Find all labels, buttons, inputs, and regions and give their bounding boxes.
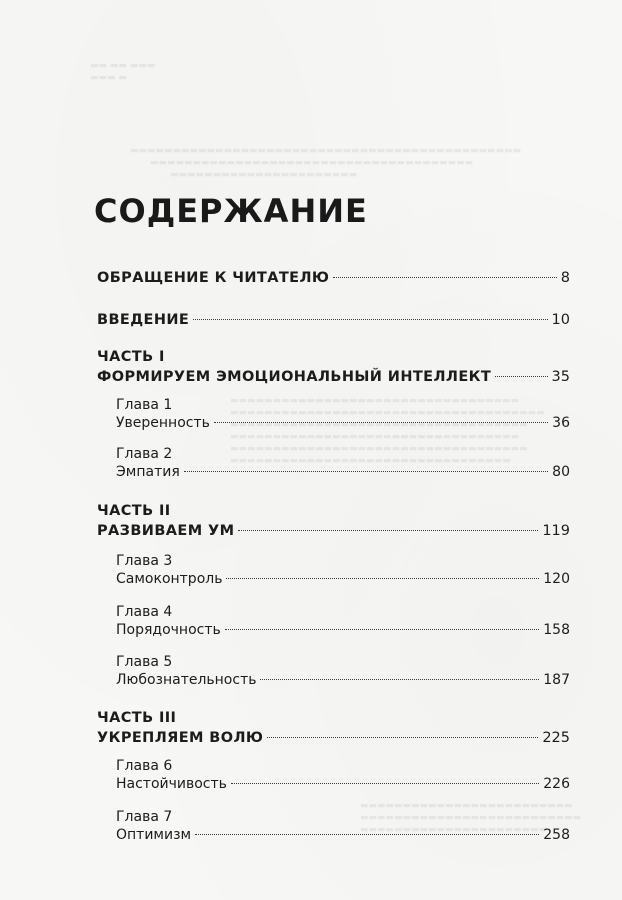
toc-part-1 <box>97 367 570 387</box>
part-heading: ЧАСТЬ I <box>97 349 165 365</box>
toc-page-number: 10 <box>551 312 570 328</box>
chapter-number: Глава 1 <box>116 397 173 413</box>
dot-leader <box>184 471 548 472</box>
dot-leader <box>226 578 539 579</box>
chapter-number: Глава 5 <box>116 654 173 670</box>
toc-chapter-1 <box>116 413 570 433</box>
toc-part-3 <box>97 728 570 748</box>
part-heading: ЧАСТЬ II <box>97 503 171 519</box>
toc-page-number: 226 <box>543 776 570 792</box>
dot-leader <box>238 530 538 531</box>
dot-leader <box>267 737 538 738</box>
chapter-number: Глава 7 <box>116 809 173 825</box>
dot-leader <box>195 834 539 835</box>
chapter-title: Уверенность <box>116 415 210 431</box>
dot-leader <box>333 277 556 278</box>
part-heading: ЧАСТЬ III <box>97 710 177 726</box>
bleed-through-texture: ▬▬ ▬▬ ▬▬▬ ▬▬▬ ▬ <box>90 61 156 83</box>
page-title: СОДЕРЖАНИЕ <box>94 192 368 230</box>
toc-entry-reader-address <box>97 268 570 288</box>
bleed-through-texture: ▬▬▬▬▬▬▬▬▬▬▬▬▬▬▬▬▬▬▬▬▬▬▬▬▬▬▬▬▬▬▬▬▬▬ ▬▬▬▬▬▬▬▬▬▬▬▬▬▬▬▬▬▬▬▬▬▬▬▬▬▬▬▬▬▬▬▬▬▬▬▬▬ ▬▬▬▬▬▬▬▬▬▬▬▬▬▬▬▬▬▬▬▬▬▬▬▬▬▬▬▬▬▬▬▬▬▬▬ ▬▬▬▬▬▬▬▬▬▬▬▬▬▬▬▬▬▬▬▬▬▬▬▬▬▬▬▬▬▬▬▬▬▬ ▬▬▬▬▬▬▬▬▬▬▬▬▬▬▬▬▬▬▬▬▬▬▬▬▬▬▬▬▬▬▬▬▬▬▬ ▬▬▬▬▬▬▬▬▬▬▬▬▬▬▬▬▬▬▬▬▬▬▬▬▬▬▬▬▬▬▬▬▬ <box>230 396 545 466</box>
dot-leader <box>495 376 547 377</box>
chapter-title: Порядочность <box>116 622 221 638</box>
chapter-title: Самоконтроль <box>116 571 223 587</box>
toc-entry-introduction <box>97 310 570 330</box>
dot-leader <box>231 783 539 784</box>
toc-entry-label: ОБРАЩЕНИЕ К ЧИТАТЕЛЮ <box>97 270 330 286</box>
chapter-number: Глава 2 <box>116 446 173 462</box>
chapter-title: Любознательность <box>116 672 257 688</box>
dot-leader <box>193 319 547 320</box>
toc-page-number: 120 <box>543 571 570 587</box>
part-title: РАЗВИВАЕМ УМ <box>97 523 235 539</box>
toc-chapter-6 <box>116 774 570 794</box>
toc-page-number: 119 <box>542 523 570 539</box>
part-title: ФОРМИРУЕМ ЭМОЦИОНАЛЬНЫЙ ИНТЕЛЛЕКТ <box>97 369 492 385</box>
toc-page-number: 187 <box>543 672 570 688</box>
toc-entry-label: ВВЕДЕНИЕ <box>97 312 190 328</box>
chapter-title: Настойчивость <box>116 776 227 792</box>
chapter-title: Эмпатия <box>116 464 180 480</box>
toc-chapter-2 <box>116 462 570 482</box>
chapter-number: Глава 4 <box>116 604 173 620</box>
toc-chapter-7 <box>116 825 570 845</box>
bleed-through-texture: ▬▬▬▬▬▬▬▬▬▬▬▬▬▬▬▬▬▬▬▬▬▬▬▬▬▬▬▬▬▬▬▬▬▬▬▬▬▬▬▬▬▬▬▬▬▬ ▬▬▬▬▬▬▬▬▬▬▬▬▬▬▬▬▬▬▬▬▬▬▬▬▬▬▬▬▬▬▬▬▬▬▬▬▬▬ ▬▬▬▬▬▬▬▬▬▬▬▬▬▬▬▬▬▬▬▬▬▬ <box>130 146 522 180</box>
toc-part-2 <box>97 521 570 541</box>
toc-page-number: 158 <box>543 622 570 638</box>
chapter-number: Глава 6 <box>116 758 173 774</box>
toc-chapter-5 <box>116 670 570 690</box>
chapter-number: Глава 3 <box>116 553 173 569</box>
part-title: УКРЕПЛЯЕМ ВОЛЮ <box>97 730 264 746</box>
chapter-title: Оптимизм <box>116 827 192 843</box>
toc-page-number: 258 <box>543 827 570 843</box>
toc-chapter-3 <box>116 569 570 589</box>
dot-leader <box>225 629 540 630</box>
toc-chapter-4 <box>116 620 570 640</box>
toc-page-number: 36 <box>552 415 570 431</box>
dot-leader <box>214 422 548 423</box>
dot-leader <box>260 679 539 680</box>
toc-page-number: 80 <box>552 464 570 480</box>
toc-page-number: 225 <box>542 730 570 746</box>
bleed-through-texture: ▬▬▬▬▬▬▬▬▬▬▬▬▬▬▬▬▬▬▬▬▬▬▬▬▬ ▬▬▬▬▬▬▬▬▬▬▬▬▬▬▬▬▬▬▬▬▬▬▬▬▬▬ ▬▬▬▬▬▬▬▬▬▬▬▬▬▬▬▬▬▬▬▬▬▬ <box>360 801 582 835</box>
toc-page-number: 8 <box>560 270 570 286</box>
toc-page-number: 35 <box>551 369 570 385</box>
